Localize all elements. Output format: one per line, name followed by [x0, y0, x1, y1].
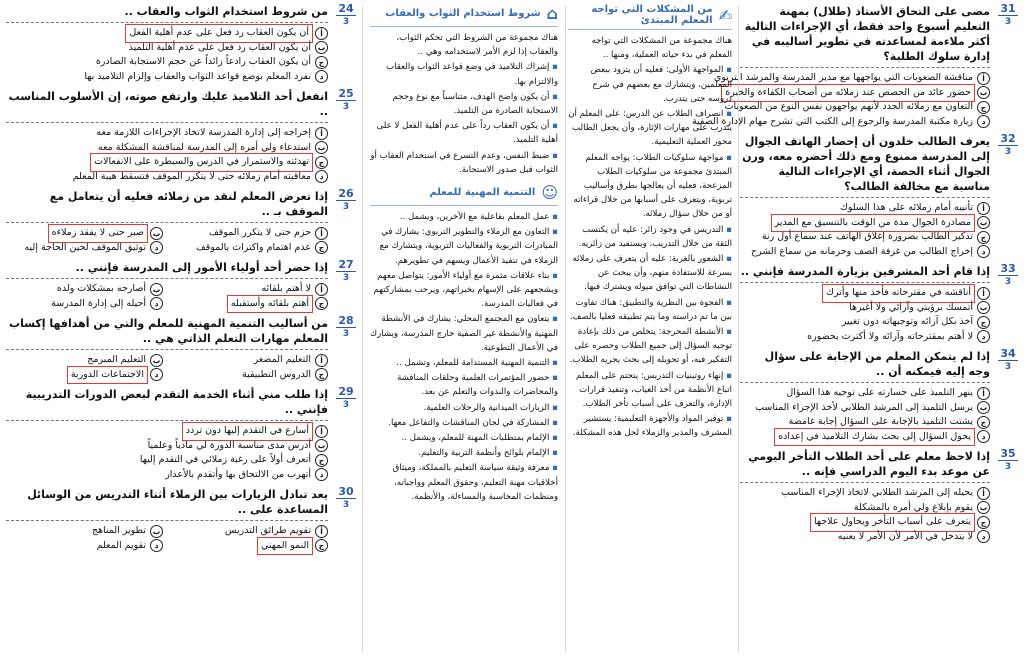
question-number — [998, 4, 1018, 27]
question-number-value: 27 — [336, 260, 356, 272]
option-label: مصادرة الجوال مدة من الوقت بالتنسيق مع المدير — [773, 216, 973, 231]
option-label: نفرد المعلم بوضع قواعد الثواب والعقاب وإلزام التلاميذ بها — [84, 70, 311, 82]
question-block — [740, 349, 1018, 444]
answer-option[interactable] — [713, 71, 990, 86]
board-icon: ⌂ — [546, 4, 558, 23]
option-label: معاقبته أمام زملائه حتى لا يتكرر الموقف فتسقط هيبة المعلم — [72, 170, 311, 182]
option-label: أتهرب من الالتحاق بها وأتقدم بالأعذار — [165, 468, 311, 480]
option-label: يحول السؤال إلى بحث يشارك التلاميذ في إعداده — [776, 430, 973, 445]
answer-option[interactable] — [6, 26, 328, 41]
option-letter-circle: د — [315, 70, 328, 83]
section-heading: ☺ التنمية المهنية للمعلم — [370, 183, 558, 206]
option-label: عدم اهتمام واكتراث بالموقف — [195, 241, 311, 253]
option-label: تقويم طرائق التدريس — [224, 525, 311, 536]
question-number — [998, 449, 1018, 472]
paragraph: ▪ مواجهة سلوكيات الطلاب: يواجه المعلم المبتدئ مجموعة من سلوكيات الطلاب المزعجة، فعليه أن يعالجها بطرق وأساليب تربوية، ويتعرف على أسبابها من خلال قراءاته أو من خلال سؤال زملائه. — [568, 151, 732, 222]
question-number-denominator: 3 — [342, 102, 350, 112]
option-label: أن يكون العقاب رد فعل على عدم أهلية التلميذ — [128, 41, 311, 53]
paragraph: ▪ أن يكون واضح الهدف، متناسباً مع نوع وحجم الاستجابة الصادرة من التلميذ. — [370, 90, 558, 118]
answer-option[interactable] — [740, 245, 990, 260]
paragraph: ▪ الشعور بالغربة: عليه أن يتعرف على زملائه بسرعة للاستفادة منهم، وأن يبحث عن النشاطات التي توافق ميوله ويشترك فيها. — [568, 252, 732, 295]
paragraph: ▪ المواجهة الأولى: فعليه أن يتزود ببعض المعلمين، ويتشارك مع بعضهم في شرح دروسه حتى يتدرب. — [568, 63, 732, 106]
answer-option[interactable] — [6, 170, 328, 185]
question-text: من أساليب التنمية المهنية للمعلم والتي من أهدافها إكساب المعلم مهارات التعلم الذاتي هي .. — [6, 316, 328, 350]
option-letter-circle: أ — [315, 525, 328, 538]
options-list — [6, 26, 328, 84]
option-label: أحيله إلى إدارة المدرسة — [51, 297, 146, 309]
options-list — [6, 282, 328, 311]
option-label: يشتت التلميذ بالإجابة على السؤال إجابة غامضة — [788, 416, 973, 427]
option-letter-circle: أ — [315, 425, 328, 438]
option-letter-circle: أ — [977, 72, 990, 85]
option-letter-circle: د — [150, 539, 163, 552]
question-block — [6, 260, 356, 311]
paragraph: ▪ إشراك التلاميذ في وضع قواعد الثواب والعقاب والالتزام بها. — [370, 60, 558, 88]
answer-option[interactable] — [740, 430, 990, 445]
option-label: الاجتماعات الدورية — [69, 368, 146, 383]
option-label: تقويم المعلم — [96, 539, 146, 551]
paragraph: ▪ المشاركة في لجان المناقشات والتفاعل معها. — [370, 416, 558, 430]
option-label: الدروس التطبيقية — [241, 368, 311, 380]
question-block — [6, 487, 356, 553]
teacher-icon: ☺ — [541, 183, 558, 203]
option-letter-circle: ب — [150, 227, 163, 240]
section-heading: ⌂ شروط استخدام الثواب والعقاب — [370, 4, 558, 27]
option-letter-circle: ج — [977, 416, 990, 429]
question-number — [998, 134, 1018, 157]
option-label: التعليم المبرمج — [87, 354, 146, 365]
option-label: يتعرف على أسباب التأخر ويحاول علاجها — [812, 515, 973, 530]
paragraph: ▪ يتعاون مع المجتمع المحلي: يشارك في الأنشطة المهنية والأنشطة غير الصفية خارج المدرسة، ويشارك في الأعمال التطوعية. — [370, 312, 558, 355]
question-number-value: 24 — [336, 4, 356, 16]
question-number-denominator: 3 — [1004, 362, 1012, 372]
option-label: إخراج الطالب من غرفة الصف وحرمانه من سماع الشرح — [750, 245, 973, 257]
option-letter-circle: ج — [315, 56, 328, 69]
question-text: من شروط استخدام الثواب والعقاب .. — [6, 4, 328, 23]
question-number-denominator: 3 — [1004, 147, 1012, 157]
option-label: آخذ بكل آرائه وتوجيهاته دون تغيير — [841, 316, 973, 327]
answer-option[interactable] — [6, 241, 163, 256]
option-letter-circle: ج — [977, 101, 990, 114]
answer-option[interactable] — [740, 330, 990, 345]
question-number — [336, 4, 356, 27]
question-number-value: 34 — [998, 349, 1018, 361]
paragraph: هناك مجموعة من المشكلات التي تواجه المعلم في بدء حياته العملية، ومنها .. — [591, 36, 732, 61]
question-number-value: 29 — [336, 387, 356, 399]
option-label: لا يتدخل في الأمر لأن الأمر لا يعنيه — [837, 530, 973, 542]
question-block — [6, 4, 356, 84]
answer-option[interactable] — [740, 230, 990, 245]
info-column-teacher-problems — [568, 4, 732, 442]
paragraph: ▪ بناء علاقات مثمرة مع أولياء الأمور: يتواصل معهم ويشجعهم على الإسهام بخبراتهم، ويرحب بمشاركتهم في فعاليات المدرسة. — [370, 269, 558, 312]
options-list — [6, 424, 328, 482]
options-list — [691, 71, 990, 129]
question-number-denominator: 3 — [1004, 277, 1012, 287]
option-label: النمو المهني — [259, 539, 311, 554]
question-number — [336, 487, 356, 510]
option-letter-circle: د — [315, 468, 328, 481]
paragraph: ▪ عمل المعلم بفاعلية مع الآخرين، ويشمل .. — [370, 210, 558, 224]
option-letter-circle: ج — [977, 316, 990, 329]
question-text: انفعل أحد التلاميذ عليك وارتفع صوته، إن الأسلوب المناسب .. — [6, 89, 328, 123]
answer-option[interactable] — [6, 155, 328, 170]
option-letter-circle: ب — [977, 216, 990, 229]
answer-option[interactable] — [6, 55, 328, 70]
question-number — [336, 316, 356, 339]
option-letter-circle: د — [977, 530, 990, 543]
options-list — [6, 226, 328, 255]
option-letter-circle: أ — [977, 487, 990, 500]
option-letter-circle: د — [977, 430, 990, 443]
paragraph: ▪ انصراف الطلاب عن الدرس: على المعلم أن يتدرب على مهارات الإثارة، وأن يجعل الطالب محور العملية التعليمية. — [568, 107, 732, 150]
question-number-denominator: 3 — [342, 400, 350, 410]
option-letter-circle: ب — [315, 439, 328, 452]
question-text: إذا لم يتمكن المعلم من الإجابة على سؤال وجه إليه فيمكنه أن .. — [740, 349, 990, 383]
options-list — [6, 524, 328, 553]
question-number-denominator: 3 — [342, 273, 350, 283]
option-letter-circle: ج — [315, 454, 328, 467]
answer-option[interactable] — [6, 539, 163, 554]
question-number-value: 25 — [336, 89, 356, 101]
paragraph: ▪ التنمية المهنية المستدامة للمعلم، وتشمل .. — [370, 356, 558, 370]
option-label: مناقشة الصعوبات التي يواجهها مع مدير المدرسة والمرشد التربوي — [713, 72, 973, 83]
option-letter-circle: ب — [977, 501, 990, 514]
option-letter-circle: ج — [315, 241, 328, 254]
question-number — [336, 89, 356, 112]
question-number-denominator: 3 — [342, 500, 350, 510]
pen-icon: ✍ — [718, 5, 732, 25]
option-label: لا أهتم بلقائه — [261, 283, 311, 294]
option-label: زيارة مكتبة المدرسة والرجوع إلى الكتب التي تشرح مهام الإدارة الصفية — [691, 115, 973, 127]
question-block — [740, 264, 1018, 344]
option-letter-circle: ج — [315, 156, 328, 169]
question-number-denominator: 3 — [1004, 17, 1012, 27]
option-label: التعليم المصغر — [253, 354, 311, 365]
paragraph: ▪ الإلمام بمتطلبات المهنة للمعلم، ويشمل .. — [370, 431, 558, 445]
option-letter-circle: ب — [977, 86, 990, 99]
option-letter-circle: أ — [315, 27, 328, 40]
question-number-value: 30 — [336, 487, 356, 499]
answer-option[interactable] — [171, 368, 328, 383]
question-text: إذا حضر أحد أولياء الأمور إلى المدرسة فإنني .. — [6, 260, 328, 279]
answer-option[interactable] — [171, 524, 328, 539]
option-letter-circle: ب — [150, 525, 163, 538]
option-letter-circle: ب — [150, 283, 163, 296]
option-letter-circle: أ — [977, 387, 990, 400]
option-label: إخراجه إلى إدارة المدرسة لاتخاذ الإجراءات اللازمة معه — [96, 127, 311, 138]
question-text: إذا لاحظ معلم على أحد الطلاب التأخر اليومي عن موعد بدء اليوم الدراسي فإنه .. — [740, 449, 990, 483]
option-label: تأنيبه أمام زملائه على هذا السلوك — [840, 202, 973, 213]
options-list — [740, 386, 990, 444]
answer-option[interactable] — [6, 282, 163, 297]
option-letter-circle: أ — [977, 287, 990, 300]
option-letter-circle: ج — [315, 297, 328, 310]
question-number-value: 32 — [998, 134, 1018, 146]
paragraph: هناك مجموعة من الشروط التي تحكم الثواب، والعقاب إذا لزم الأمر لاستخدامه وهي .. — [396, 33, 558, 58]
paragraph: ▪ إنهاء روتينيات التدريس: يتحتم على المعلم اتباع الأنظمة من أخذ الغياب، وتنفيذ قرارات الإدارة، والتعرف على أسباب تأخر الطلاب. — [568, 369, 732, 412]
paragraph: ▪ ضبط النفس، وعدم التسرع في استخدام العقاب أو الثواب قبل صدور الاستجابة. — [370, 149, 558, 177]
option-letter-circle: ب — [977, 401, 990, 414]
question-number — [336, 189, 356, 212]
options-list — [740, 486, 990, 544]
option-label: يرسل التلميذ إلى المرشد الطلابي لأخذ الإجراء المناسب — [755, 401, 973, 413]
option-letter-circle: د — [977, 245, 990, 258]
paragraph: ▪ حضور المؤتمرات العلمية وحلقات المناقشة والمحاضرات والندوات والتعلم عن بعد. — [370, 371, 558, 399]
option-letter-circle: د — [977, 330, 990, 343]
option-label: أدرس مدى مناسبة الدورة لي مادياً وعلمياً — [147, 439, 311, 451]
option-label: أناقشه في مقترحاته فأخذ منها وأترك — [824, 286, 973, 301]
answer-option[interactable] — [740, 216, 990, 231]
option-label: أهتم بلقائه وأستقبله — [229, 297, 311, 312]
paragraph: ▪ الأنشطة المحرجة: يتخلص من ذلك بإعادة توجيه السؤال إلى جميع الطلاب وحصره على التفكير فيه، أو تحويله إلى بحث يجريه الطلاب. — [568, 325, 732, 368]
option-letter-circle: ج — [977, 231, 990, 244]
answer-option[interactable] — [6, 297, 163, 312]
option-letter-circle: ب — [315, 41, 328, 54]
option-label: أتعرف أولاً على رغبة زملائي في التقدم إليها — [139, 454, 311, 465]
option-letter-circle: ج — [315, 368, 328, 381]
option-letter-circle: ب — [977, 301, 990, 314]
options-list — [6, 126, 328, 184]
option-letter-circle: ج — [315, 539, 328, 552]
paragraph: ▪ الإلمام بلوائح وأنظمة التربية والتعليم. — [370, 446, 558, 460]
answer-option[interactable] — [724, 100, 990, 115]
answer-option[interactable] — [740, 415, 990, 430]
answer-option[interactable] — [6, 368, 163, 383]
answer-option[interactable] — [171, 539, 328, 554]
option-label: أن يكون العقاب رادعاً زائداً عن حجم الاستجابة الصادرة — [95, 56, 311, 67]
option-label: أن يكون العقاب رد فعل على عدم أهلية الفعل — [127, 26, 311, 41]
question-number-value: 35 — [998, 449, 1018, 461]
answer-option[interactable] — [725, 86, 990, 101]
option-label: استدعاء ولي أمره إلى المدرسة لمناقشة المشكلة معه — [97, 141, 311, 153]
option-label: يحيله إلى المرشد الطلابي لاتخاذ الإجراء المناسب — [781, 487, 973, 498]
question-text: يعد تبادل الزيارات بين الزملاء أثناء التدريس من الوسائل المساعدة على .. — [6, 487, 328, 521]
question-number-value: 31 — [998, 4, 1018, 16]
answer-option[interactable] — [6, 70, 328, 85]
option-letter-circle: د — [150, 297, 163, 310]
answer-option[interactable] — [6, 468, 328, 483]
option-letter-circle: أ — [315, 283, 328, 296]
answer-option[interactable] — [6, 226, 163, 241]
answer-option[interactable] — [6, 41, 328, 56]
answer-option[interactable] — [171, 353, 328, 368]
option-letter-circle: د — [150, 368, 163, 381]
question-number-value: 28 — [336, 316, 356, 328]
option-label: أصارحه بمشكلات ولده — [56, 283, 146, 294]
question-text: إذا تعرض المعلم لنقد من زملائه فعليه أن يتعامل مع الموقف بـ .. — [6, 189, 328, 223]
option-label: لا أهتم بمقترحاته وآرائه ولا أكترث بحضوره — [807, 330, 973, 342]
option-letter-circle: د — [977, 115, 990, 128]
option-letter-circle: أ — [315, 127, 328, 140]
option-label: ينهر التلميذ على جسارته على توجيه هذا السؤال — [786, 387, 973, 398]
option-letter-circle: د — [315, 170, 328, 183]
question-block — [6, 387, 356, 482]
answer-option[interactable] — [171, 297, 328, 312]
answer-option[interactable] — [691, 115, 990, 130]
answer-option[interactable] — [171, 241, 328, 256]
answer-option[interactable] — [6, 126, 328, 141]
paragraph: ▪ معرفة وثيقة سياسة التعليم بالمملكة، وميثاق أخلاقيات مهنة التعليم، وحقوق المعلم وواجباته، ومنظمات المحاسبة والمساءلة، والأنظمة. — [370, 461, 558, 504]
paragraph: ▪ أن يكون العقاب رداً على عدم أهلية الفعل لا على أهلية التلميذ. — [370, 119, 558, 147]
option-label: تذكير الطالب بضرورة إغلاق الهاتف عند سماع أول رنة — [761, 231, 973, 242]
answer-option[interactable] — [740, 486, 990, 501]
question-text: يعرف الطالب خلدون أن إحضار الهاتف الجوال إلى المدرسة ممنوع ومع ذلك أحضره معه، ورن الجوال أثناء الحصة، أي الإجراءات التالية مناسبة مع مخالفة الطالب؟ — [740, 134, 990, 198]
option-letter-circle: ب — [150, 354, 163, 367]
info-column-reward-punishment — [370, 4, 558, 505]
option-label: تهدئته والاستمرار في الدرس والسيطرة على الانفعالات — [92, 155, 311, 170]
answer-option[interactable] — [740, 301, 990, 316]
option-label: أتمسك برؤيتي وآرائي ولا أغيرها — [849, 301, 973, 313]
answer-option[interactable] — [6, 453, 328, 468]
answer-option[interactable] — [6, 353, 163, 368]
question-number-value: 26 — [336, 189, 356, 201]
questions-column-right — [691, 2, 1018, 549]
answer-option[interactable] — [171, 282, 328, 297]
answer-option[interactable] — [6, 524, 163, 539]
option-label: تطوير المناهج — [91, 525, 146, 536]
option-letter-circle: أ — [315, 227, 328, 240]
option-letter-circle: د — [150, 241, 163, 254]
answer-option[interactable] — [740, 201, 990, 216]
answer-option[interactable] — [6, 424, 328, 439]
paragraph: ▪ التدريس في وجود زائر: عليه أن يكتسب الثقة من خلال التدريب، ويستفيد من زائريه. — [568, 223, 732, 251]
question-block — [6, 189, 356, 255]
option-label: توثيق الموقف لحين الحاجة إليه — [24, 241, 146, 253]
paragraph: ▪ الفجوة بين النظرية والتطبيق: هناك تفاوت بين ما تم دراسته وما يتم تطبيقه فعليا بالصف. — [568, 296, 732, 324]
answer-option[interactable] — [740, 315, 990, 330]
answer-option[interactable] — [740, 515, 990, 530]
answer-option[interactable] — [6, 141, 328, 156]
answer-option[interactable] — [740, 386, 990, 401]
question-block — [6, 316, 356, 382]
question-number-denominator: 3 — [342, 17, 350, 27]
option-letter-circle: ب — [315, 141, 328, 154]
question-number — [336, 260, 356, 283]
answer-option[interactable] — [171, 226, 328, 241]
question-text: إذا قام أحد المشرفين بزيارة المدرسة فإنني .. — [740, 264, 990, 283]
question-number-denominator: 3 — [1004, 462, 1012, 472]
question-number — [998, 349, 1018, 372]
question-block — [6, 89, 356, 184]
paragraph: ▪ التعاون مع الزملاء والتطوير التربوي: يشارك في المبادرات التربوية والفعاليات التربوية، ويتشارك مع الزملاء في تنفيذ الأعمال ويسهم في تطويرهم. — [370, 225, 558, 268]
paragraph: ▪ توفير المواد والأجهزة التعليمية: يستشير المشرف والمدير والزملاء لحل هذه المشكلة. — [568, 412, 732, 440]
option-label: التعاون مع زملائه الجدد لأنهم يواجهون نفس النوع من الصعوبات — [724, 101, 973, 112]
questions-column-left — [6, 4, 356, 558]
question-text: مضى على التحاق الأستاذ (طلال) بمهنة التعليم أسبوع واحد فقط، أي الإجراءات التالية أكثر ملاءمة لمساعدته في تطوير أساليبه في إدارة سلوك الطلبة؟ — [740, 4, 990, 68]
question-number-value: 33 — [998, 264, 1018, 276]
option-letter-circle: أ — [977, 202, 990, 215]
option-label: يقوم بإبلاغ ولي أمره بالمشكلة — [853, 501, 973, 513]
answer-option[interactable] — [740, 530, 990, 545]
section-heading: ✍ من المشكلات التي تواجه المعلم المبتدئ — [568, 4, 732, 30]
option-letter-circle: ج — [977, 516, 990, 529]
question-block — [740, 449, 1018, 544]
question-block — [740, 134, 1018, 259]
question-text: إذا طلب مني أثناء الخدمة التقدم لبعض الدورات التدريبية فإنني .. — [6, 387, 328, 421]
answer-option[interactable] — [740, 286, 990, 301]
question-number-denominator: 3 — [342, 329, 350, 339]
option-label: حزم حتى لا يتكرر الموقف — [208, 227, 311, 238]
answer-option[interactable] — [740, 401, 990, 416]
question-block — [691, 2, 1018, 129]
question-number — [998, 264, 1018, 287]
question-number — [336, 387, 356, 410]
answer-option[interactable] — [740, 501, 990, 516]
paragraph: ▪ الزيارات الميدانية والرحلات العلمية. — [370, 401, 558, 415]
options-list — [740, 286, 990, 344]
option-letter-circle: أ — [315, 354, 328, 367]
option-label: حضور عائد من الحصص عند زملائه من أصحاب الكفاءة والخبرة — [723, 86, 973, 101]
question-number-denominator: 3 — [342, 202, 350, 212]
options-list — [6, 353, 328, 382]
options-list — [740, 201, 990, 259]
option-label: أسارع في التقدم إليها دون تردد — [184, 424, 311, 439]
answer-option[interactable] — [6, 439, 328, 454]
option-label: صبر حتى لا يفقد زملاءه — [50, 226, 146, 241]
